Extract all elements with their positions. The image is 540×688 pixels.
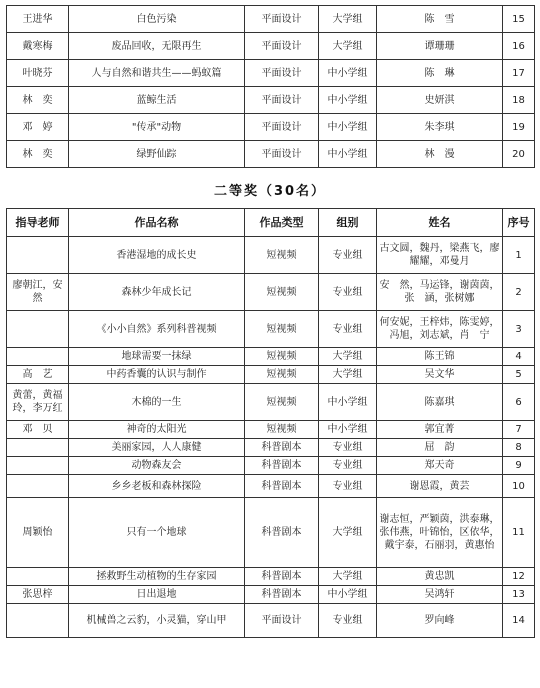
table-row <box>7 87 535 114</box>
cell-number: 1 <box>503 237 535 274</box>
cell-teacher <box>7 604 69 638</box>
cell-name: 史妍淇 <box>377 87 503 114</box>
cell-number: 13 <box>503 586 535 604</box>
cell-number: 10 <box>503 475 535 498</box>
cell-teacher <box>7 439 69 457</box>
cell-name: 何安妮，王梓炜，陈雯婷，冯旭，刘志斌，肖 宁 <box>377 311 503 348</box>
cell-teacher: 戴寒梅 <box>7 33 69 60</box>
cell-work: 森林少年成长记 <box>69 274 245 311</box>
cell-teacher <box>7 568 69 586</box>
cell-type: 平面设计 <box>245 141 319 168</box>
cell-work: 白色污染 <box>69 6 245 33</box>
table-row <box>7 114 535 141</box>
cell-name: 罗向峰 <box>377 604 503 638</box>
cell-number: 19 <box>503 114 535 141</box>
cell-teacher <box>7 311 69 348</box>
cell-group: 中小学组 <box>319 421 377 439</box>
cell-group: 大学组 <box>319 366 377 384</box>
top-table-body <box>7 6 535 168</box>
cell-name: 郑天奇 <box>377 457 503 475</box>
cell-teacher: 王进华 <box>7 6 69 33</box>
cell-work: 美丽家园，人人康健 <box>69 439 245 457</box>
cell-work: 地球需要一抹绿 <box>69 348 245 366</box>
cell-teacher <box>7 475 69 498</box>
cell-work: "传承"动物 <box>69 114 245 141</box>
table-row <box>7 237 535 274</box>
cell-name: 安 然，马运锋，谢茵茵，张 涵，张树娜 <box>377 274 503 311</box>
cell-group: 大学组 <box>319 498 377 568</box>
column-header-work: 作品名称 <box>69 209 245 237</box>
cell-group: 中小学组 <box>319 586 377 604</box>
table-row <box>7 586 535 604</box>
table-row <box>7 274 535 311</box>
cell-type: 科普剧本 <box>245 457 319 475</box>
cell-name: 郭宜菁 <box>377 421 503 439</box>
cell-type: 科普剧本 <box>245 475 319 498</box>
cell-name: 陈嘉琪 <box>377 384 503 421</box>
cell-number: 16 <box>503 33 535 60</box>
cell-number: 11 <box>503 498 535 568</box>
cell-name: 陈王锦 <box>377 348 503 366</box>
table-row <box>7 33 535 60</box>
cell-group: 专业组 <box>319 604 377 638</box>
cell-type: 短视频 <box>245 366 319 384</box>
cell-teacher: 高 艺 <box>7 366 69 384</box>
column-header-group: 组别 <box>319 209 377 237</box>
cell-type: 科普剧本 <box>245 586 319 604</box>
cell-type: 短视频 <box>245 311 319 348</box>
cell-teacher <box>7 348 69 366</box>
cell-work: 乡乡老板和森林探险 <box>69 475 245 498</box>
cell-work: 香港湿地的成长史 <box>69 237 245 274</box>
table-row <box>7 421 535 439</box>
cell-type: 平面设计 <box>245 6 319 33</box>
cell-type: 平面设计 <box>245 604 319 638</box>
cell-group: 大学组 <box>319 568 377 586</box>
cell-group: 专业组 <box>319 457 377 475</box>
cell-group: 专业组 <box>319 475 377 498</box>
table-row <box>7 457 535 475</box>
cell-type: 短视频 <box>245 384 319 421</box>
cell-type: 科普剧本 <box>245 498 319 568</box>
cell-number: 7 <box>503 421 535 439</box>
cell-teacher: 张思梓 <box>7 586 69 604</box>
cell-name: 朱李琪 <box>377 114 503 141</box>
cell-teacher: 林 奕 <box>7 141 69 168</box>
table-row <box>7 384 535 421</box>
award-table-continued <box>6 5 535 168</box>
cell-work: 人与自然和谐共生——蚂蚁篇 <box>69 60 245 87</box>
cell-type: 平面设计 <box>245 60 319 87</box>
cell-work: 动物森友会 <box>69 457 245 475</box>
cell-number: 14 <box>503 604 535 638</box>
cell-group: 中小学组 <box>319 384 377 421</box>
cell-group: 大学组 <box>319 348 377 366</box>
cell-teacher: 叶晓芬 <box>7 60 69 87</box>
cell-work: 《小小自然》系列科普视频 <box>69 311 245 348</box>
cell-name: 吴鸿轩 <box>377 586 503 604</box>
cell-type: 科普剧本 <box>245 568 319 586</box>
table-row <box>7 141 535 168</box>
cell-teacher: 邓 婷 <box>7 114 69 141</box>
cell-group: 大学组 <box>319 6 377 33</box>
table-row <box>7 366 535 384</box>
cell-teacher: 黄蕾，黄福玲，李万红 <box>7 384 69 421</box>
cell-name: 谭珊珊 <box>377 33 503 60</box>
cell-name: 古文圆，魏丹，梁燕飞，廖耀耀，邓曼月 <box>377 237 503 274</box>
cell-teacher <box>7 237 69 274</box>
cell-number: 2 <box>503 274 535 311</box>
table-row <box>7 348 535 366</box>
cell-type: 短视频 <box>245 421 319 439</box>
cell-work: 中药香囊的认识与制作 <box>69 366 245 384</box>
cell-number: 15 <box>503 6 535 33</box>
cell-number: 3 <box>503 311 535 348</box>
cell-number: 5 <box>503 366 535 384</box>
cell-name: 陈 琳 <box>377 60 503 87</box>
cell-type: 平面设计 <box>245 33 319 60</box>
cell-type: 平面设计 <box>245 114 319 141</box>
table-row <box>7 475 535 498</box>
cell-name: 屈 韵 <box>377 439 503 457</box>
main-table-body <box>7 237 535 638</box>
table-row <box>7 498 535 568</box>
column-header-number: 序号 <box>503 209 535 237</box>
table-row <box>7 6 535 33</box>
cell-number: 8 <box>503 439 535 457</box>
cell-group: 大学组 <box>319 33 377 60</box>
cell-group: 中小学组 <box>319 141 377 168</box>
table-header-row <box>7 209 535 237</box>
column-header-name: 姓名 <box>377 209 503 237</box>
table-row <box>7 311 535 348</box>
cell-name: 谢恩霞，黄芸 <box>377 475 503 498</box>
cell-number: 6 <box>503 384 535 421</box>
cell-teacher <box>7 457 69 475</box>
cell-work: 蓝鲸生活 <box>69 87 245 114</box>
cell-type: 短视频 <box>245 237 319 274</box>
section-title: 二等奖（30名） <box>213 184 327 199</box>
cell-work: 只有一个地球 <box>69 498 245 568</box>
cell-name: 谢志恒，严颖茵，洪泰琳，张伟燕，叶锦怡，区依华，戴宇泰，石丽羽，黄惠怡 <box>377 498 503 568</box>
cell-group: 专业组 <box>319 311 377 348</box>
cell-work: 拯救野生动植物的生存家园 <box>69 568 245 586</box>
cell-type: 科普剧本 <box>245 439 319 457</box>
cell-teacher: 林 奕 <box>7 87 69 114</box>
cell-work: 日出退地 <box>69 586 245 604</box>
cell-teacher: 周颖怡 <box>7 498 69 568</box>
column-header-teacher: 指导老师 <box>7 209 69 237</box>
cell-type: 短视频 <box>245 274 319 311</box>
table-row <box>7 604 535 638</box>
cell-type: 平面设计 <box>245 87 319 114</box>
cell-number: 18 <box>503 87 535 114</box>
cell-name: 黄忠凯 <box>377 568 503 586</box>
cell-number: 9 <box>503 457 535 475</box>
table-row <box>7 439 535 457</box>
column-header-type: 作品类型 <box>245 209 319 237</box>
cell-name: 陈 雪 <box>377 6 503 33</box>
table-row <box>7 60 535 87</box>
cell-work: 废品回收，无限再生 <box>69 33 245 60</box>
cell-group: 专业组 <box>319 439 377 457</box>
cell-name: 林 漫 <box>377 141 503 168</box>
cell-work: 神奇的太阳光 <box>69 421 245 439</box>
cell-teacher: 邓 贝 <box>7 421 69 439</box>
table-row <box>7 568 535 586</box>
cell-group: 中小学组 <box>319 114 377 141</box>
cell-work: 绿野仙踪 <box>69 141 245 168</box>
cell-group: 专业组 <box>319 237 377 274</box>
cell-group: 中小学组 <box>319 87 377 114</box>
cell-work: 机械兽之云豹，小灵猫，穿山甲 <box>69 604 245 638</box>
cell-type: 短视频 <box>245 348 319 366</box>
second-prize-table <box>6 208 535 638</box>
cell-group: 中小学组 <box>319 60 377 87</box>
cell-number: 4 <box>503 348 535 366</box>
cell-number: 12 <box>503 568 535 586</box>
cell-name: 吴文华 <box>377 366 503 384</box>
cell-number: 17 <box>503 60 535 87</box>
cell-teacher: 廖朝江，安 然 <box>7 274 69 311</box>
cell-group: 专业组 <box>319 274 377 311</box>
cell-work: 木棉的一生 <box>69 384 245 421</box>
cell-number: 20 <box>503 141 535 168</box>
